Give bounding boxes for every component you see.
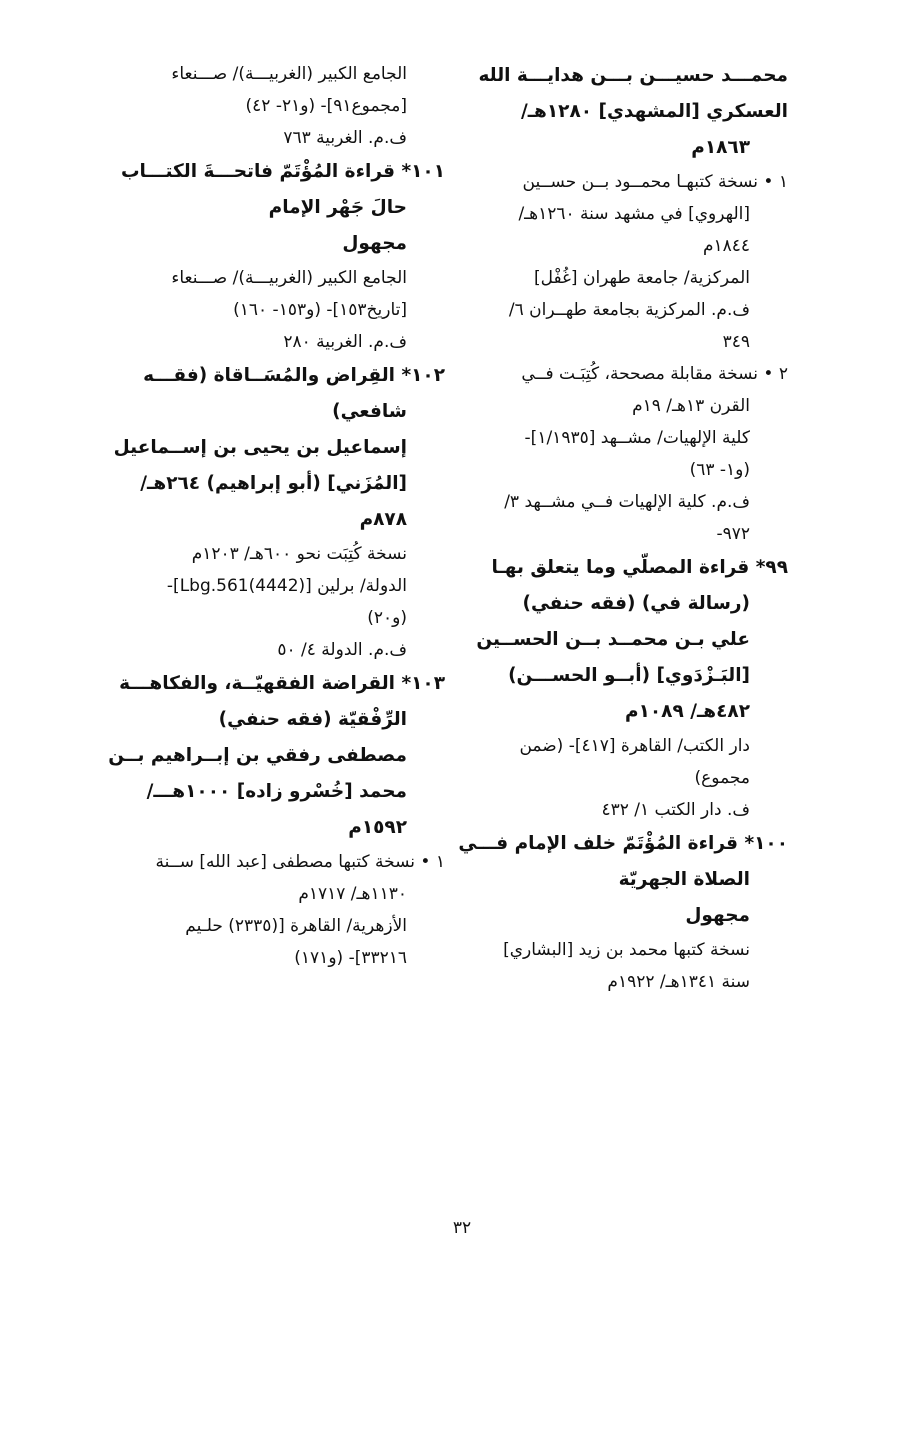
text-line: حالَ جَهْر الإمام — [268, 197, 407, 218]
text-line: ف.م. الغربية ٧٦٣ — [283, 128, 407, 148]
text-line: محمـــد حسيـــن بـــن هدايـــة الله — [478, 65, 788, 86]
text-line: الجامع الكبير (الغربيـــة)/ صـــنعاء — [171, 268, 407, 288]
text-line: الرِّفْقيّة (فقه حنفي) — [218, 709, 407, 730]
text-line: مصطفى رفقي بن إبــراهيم بــن — [108, 745, 407, 766]
text-line: [المُزَني] (أبو إبراهيم) ٢٦٤هـ/ — [140, 473, 407, 494]
text-line: ٩٧٢- — [716, 524, 750, 544]
text-line: الدولة/ برلين [Lbg.561(4442)]- — [166, 576, 407, 596]
text-line: ٣٤٩ — [722, 332, 750, 352]
text-line: (رسالة في) (فقه حنفي) — [522, 593, 750, 614]
text-line: ٩٩* قراءة المصلّي وما يتعلق بهـا — [491, 557, 788, 578]
text-line: ١٠٠* قراءة المُؤْتَمّ خلف الإمام فـــي — [458, 833, 788, 854]
text-line: نسخة كتبها محمد بن زيد [البشاري] — [503, 940, 750, 960]
text-line: ١ • نسخة كتبها مصطفى [عبد الله] ســنة — [155, 852, 445, 872]
text-line: ف. دار الكتب ١/ ٤٣٢ — [601, 800, 750, 820]
text-line: شافعي) — [332, 401, 407, 422]
text-line: ١٨٦٣م — [691, 137, 750, 158]
text-line: ف.م. الغربية ٢٨٠ — [283, 332, 407, 352]
page-number: ٣٢ — [452, 1218, 472, 1238]
text-line: ١١٣٠هـ/ ١٧١٧م — [298, 884, 407, 904]
text-line: القرن ١٣هـ/ ١٩م — [632, 396, 750, 416]
text-line: [الهروي] في مشهد سنة ١٢٦٠هـ/ — [518, 204, 750, 224]
text-line: ٣٣٢١٦]- (و١٧١) — [294, 948, 407, 968]
text-line: ١ • نسخة كتبهـا محمــود بــن حســين — [522, 172, 788, 192]
text-line: [البَـزْدَوي] (أبــو الحســـن) — [508, 665, 750, 686]
text-line: ١٨٤٤م — [702, 236, 750, 256]
text-line: كلية الإلهيات/ مشــهد [١/١٩٣٥]- — [524, 428, 750, 448]
text-line: ف.م. المركزية بجامعة طهــران ٦/ — [508, 300, 750, 320]
text-line: ف.م. الدولة ٤/ ٥٠ — [277, 640, 407, 660]
text-line: ١٠٢* القِراض والمُسَــاقاة (فقـــه — [143, 365, 445, 386]
text-line: مجموع) — [694, 768, 750, 788]
right-column — [458, 58, 788, 998]
text-line: مجهول — [685, 905, 750, 926]
text-line: الأزهرية/ القاهرة [(٢٣٣٥) حلـيم — [185, 916, 407, 936]
text-line: العسكري [المشهدي] ١٢٨٠هـ/ — [520, 101, 788, 122]
text-line: محمد [خُسْرو زاده] ١٠٠٠هـــ/ — [146, 781, 407, 802]
text-line: ف.م. كلية الإلهيات فــي مشــهد ٣/ — [504, 492, 750, 512]
text-line: إسماعيل بن يحيى بن إســماعيل — [113, 437, 407, 458]
text-line: مجهول — [342, 233, 407, 254]
text-line: (و٢٠) — [367, 608, 407, 628]
text-line: (و١- ٦٣) — [689, 460, 750, 480]
text-line: الجامع الكبير (الغربيـــة)/ صـــنعاء — [171, 64, 407, 84]
text-line: سنة ١٣٤١هـ/ ١٩٢٢م — [607, 972, 750, 992]
text-line: ٤٨٢هـ/ ١٠٨٩م — [625, 701, 750, 722]
text-line: ٢ • نسخة مقابلة مصححة، كُتِبَـت فــي — [521, 364, 788, 384]
text-line: [مجموع٩١]- (و٢١- ٤٢) — [245, 96, 407, 116]
text-line: الصلاة الجهريّة — [618, 869, 750, 890]
text-line: نسخة كُتِبَت نحو ٦٠٠هـ/ ١٢٠٣م — [191, 544, 407, 564]
text-line: ٨٧٨م — [359, 509, 407, 530]
text-line: دار الكتب/ القاهرة [٤١٧]- (ضمن — [519, 736, 750, 756]
text-line: المركزية/ جامعة طهران [غُفْل] — [533, 268, 750, 288]
text-line: ١٠١* قراءة المُؤْتَمّ فاتحـــةَ الكتـــاب — [120, 161, 445, 182]
text-line: علي بـن محمــد بــن الحســين — [476, 629, 750, 650]
text-line: ١٥٩٢م — [348, 817, 407, 838]
text-line: ١٠٣* القراضة الفقهيّــة، والفكاهـــة — [119, 673, 445, 694]
left-column — [100, 58, 445, 974]
text-line: [تاريخ١٥٣]- (و١٥٣- ١٦٠) — [233, 300, 407, 320]
